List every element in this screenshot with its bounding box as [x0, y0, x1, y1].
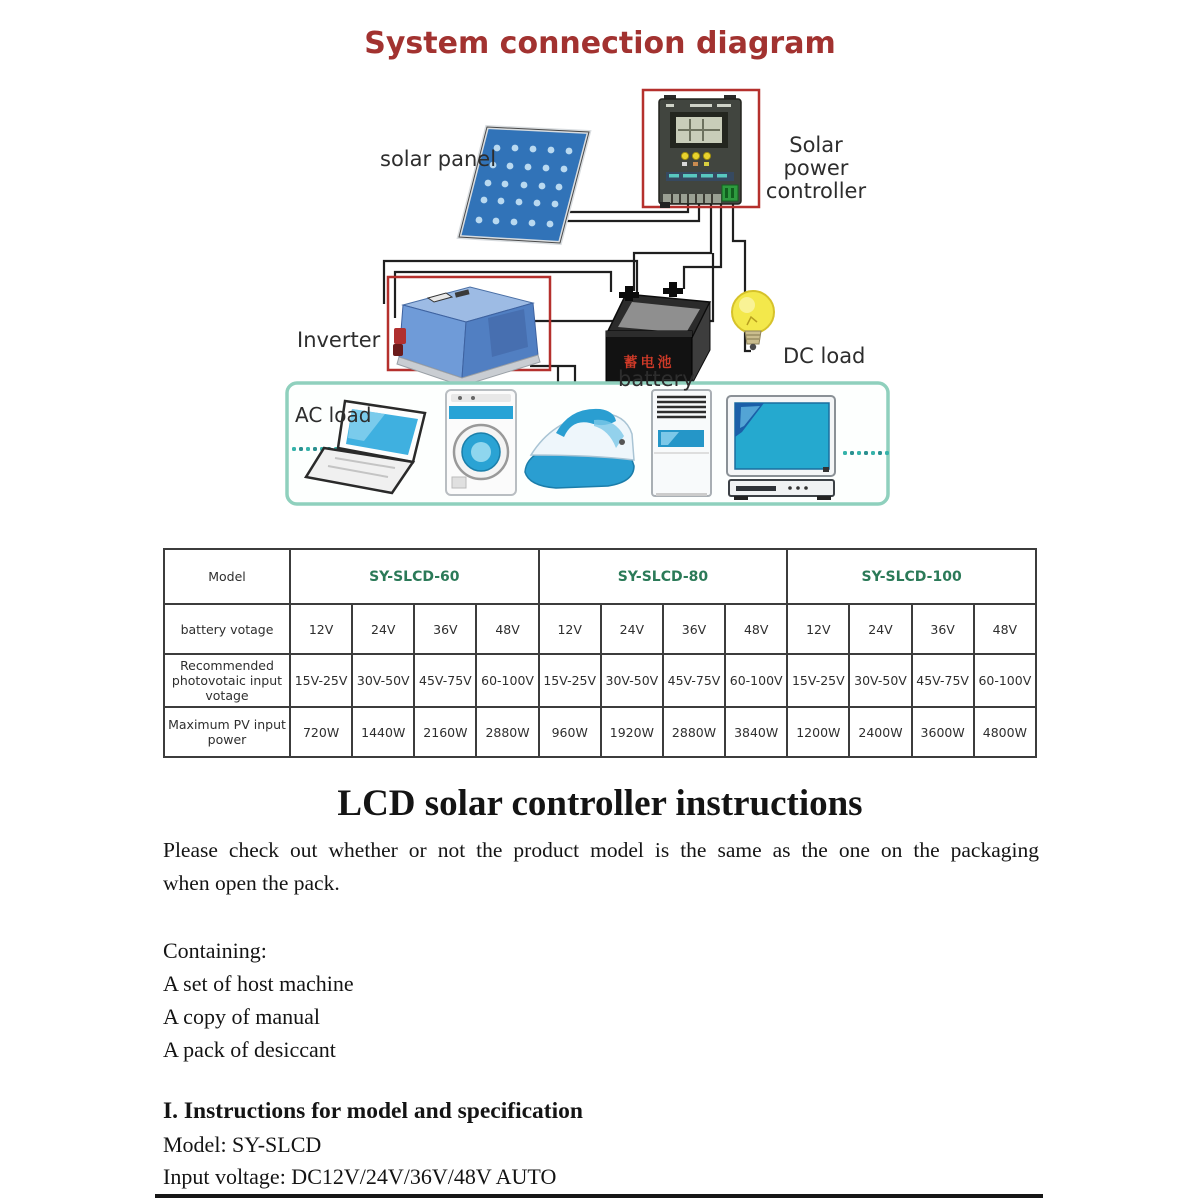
model-cell: SY-SLCD-60: [290, 549, 539, 604]
table-row-pv-power: [164, 707, 1036, 757]
value-cell: 48V: [725, 604, 787, 654]
containing-section: [163, 934, 354, 1066]
value-cell: 36V: [663, 604, 725, 654]
containing-heading: Containing:: [163, 938, 267, 963]
value-cell: 48V: [476, 604, 538, 654]
diagram-title: System connection diagram: [364, 26, 836, 61]
value-cell: 60-100V: [974, 654, 1036, 707]
containing-item: A pack of desiccant: [163, 1037, 336, 1062]
value-cell: 1920W: [601, 707, 663, 757]
battery-chinese-text: 蓄电池: [623, 355, 675, 371]
value-cell: 1200W: [787, 707, 849, 757]
value-cell: 30V-50V: [601, 654, 663, 707]
value-cell: 36V: [414, 604, 476, 654]
value-cell: 2880W: [663, 707, 725, 757]
section-heading: I. Instructions for model and specification: [163, 1098, 583, 1124]
wire-controller-to-battery-2: [684, 204, 721, 289]
document-heading: LCD solar controller instructions: [337, 783, 863, 824]
value-cell: 2400W: [849, 707, 911, 757]
value-cell: 60-100V: [725, 654, 787, 707]
containing-item: A set of host machine: [163, 971, 354, 996]
model-cell: SY-SLCD-80: [539, 549, 788, 604]
solar-panel-label: solar panel: [380, 147, 497, 171]
solar-panel-icon: [459, 127, 589, 243]
controller-label-line2: controller: [765, 179, 867, 203]
value-cell: 36V: [912, 604, 974, 654]
value-cell: 45V-75V: [663, 654, 725, 707]
solar-power-controller-icon: [643, 90, 759, 208]
intro-paragraph-line2: when open the pack.: [163, 871, 340, 895]
value-cell: 4800W: [974, 707, 1036, 757]
bottom-rule: [155, 1194, 1043, 1198]
controller-label-line1: Solar power: [783, 133, 849, 180]
light-bulb-icon: [732, 291, 774, 350]
row-label-cell: Recommended photovotaic input votage: [164, 654, 290, 707]
air-conditioner-icon: [652, 390, 711, 496]
model-cell: SY-SLCD-100: [787, 549, 1036, 604]
value-cell: 30V-50V: [352, 654, 414, 707]
value-cell: 3840W: [725, 707, 787, 757]
value-cell: 24V: [352, 604, 414, 654]
table-row-battery-voltage: [164, 604, 1036, 654]
tv-icon: [727, 396, 835, 500]
value-cell: 2160W: [414, 707, 476, 757]
spec-table: [163, 548, 1037, 758]
value-cell: 2880W: [476, 707, 538, 757]
value-cell: 1440W: [352, 707, 414, 757]
value-cell: 48V: [974, 604, 1036, 654]
value-cell: 15V-25V: [290, 654, 352, 707]
model-header-cell: Model: [164, 549, 290, 604]
row-label-cell: battery votage: [164, 604, 290, 654]
value-cell: 15V-25V: [787, 654, 849, 707]
value-cell: 45V-75V: [414, 654, 476, 707]
value-cell: 12V: [290, 604, 352, 654]
value-cell: 3600W: [912, 707, 974, 757]
battery-label: battery: [618, 367, 695, 391]
dc-load-label: DC load: [783, 344, 866, 368]
value-cell: 15V-25V: [539, 654, 601, 707]
value-cell: 24V: [849, 604, 911, 654]
containing-item: A copy of manual: [163, 1004, 321, 1029]
value-cell: 30V-50V: [849, 654, 911, 707]
input-voltage-line: Input voltage: DC12V/24V/36V/48V AUTO: [163, 1164, 557, 1189]
washing-machine-icon: [446, 390, 516, 495]
ac-load-box: [287, 383, 889, 504]
table-row-pv-voltage: [164, 654, 1036, 707]
intro-paragraph-line1: Please check out whether or not the product model is the same as the one on the packaging: [163, 838, 1039, 862]
row-label-cell: Maximum PV input power: [164, 707, 290, 757]
value-cell: 45V-75V: [912, 654, 974, 707]
value-cell: 24V: [601, 604, 663, 654]
value-cell: 960W: [539, 707, 601, 757]
system-connection-diagram: [0, 0, 1200, 530]
model-line: Model: SY-SLCD: [163, 1132, 322, 1157]
table-row-model: [164, 549, 1036, 604]
inverter-icon: [388, 277, 550, 386]
value-cell: 60-100V: [476, 654, 538, 707]
value-cell: 720W: [290, 707, 352, 757]
solar-power-controller-label: [756, 134, 876, 203]
inverter-label: Inverter: [297, 328, 381, 352]
ac-load-label: AC load: [295, 403, 372, 427]
value-cell: 12V: [787, 604, 849, 654]
value-cell: 12V: [539, 604, 601, 654]
